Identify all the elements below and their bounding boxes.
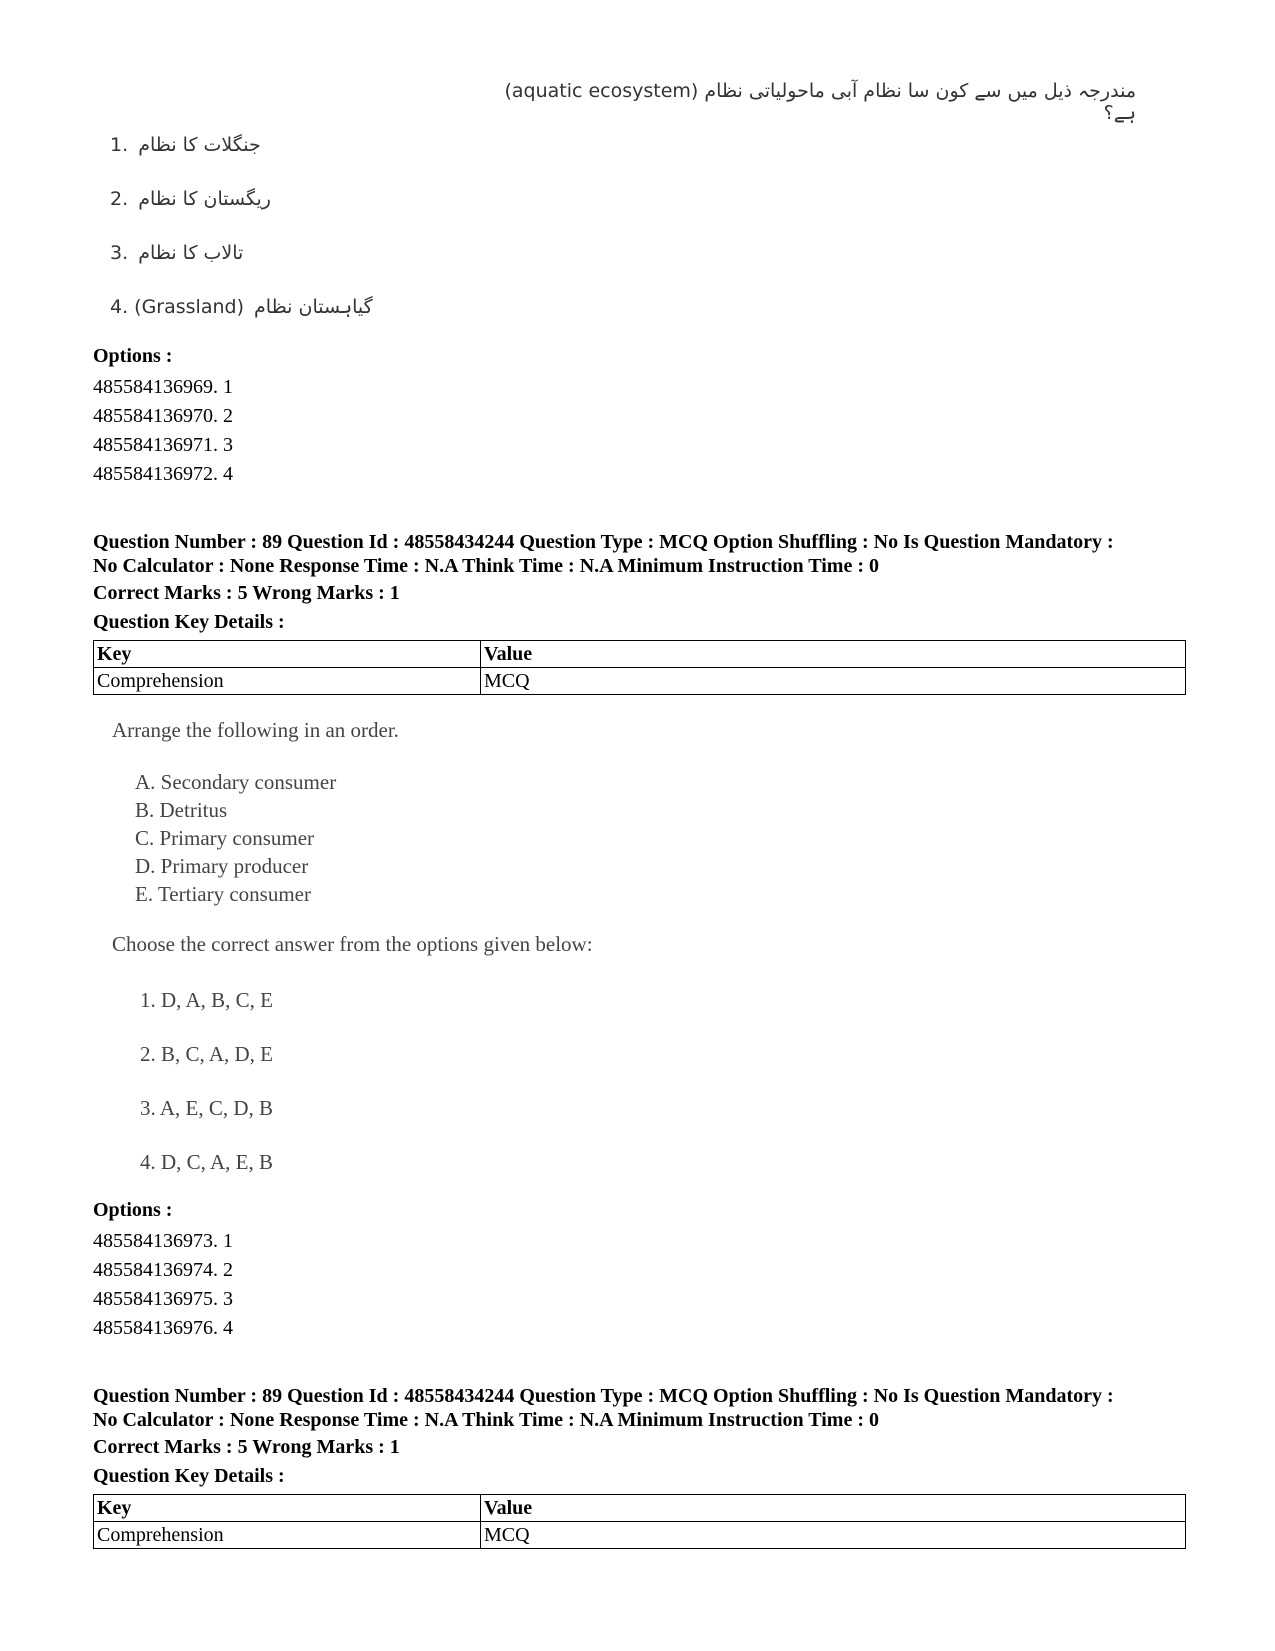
urdu-option-number: 2. [110, 188, 129, 210]
table-header-row [94, 641, 1186, 668]
key-details-title: Question Key Details : [93, 611, 285, 633]
question-prompt: Arrange the following in an order. [112, 718, 399, 742]
urdu-option-text: جنگلات کا نظام [138, 134, 261, 156]
answer-choices [140, 973, 273, 1189]
answer-choice: 1. D, A, B, C, E [140, 988, 274, 1012]
urdu-option-number: 1. [110, 134, 129, 156]
option-item: 485584136972. 4 [93, 463, 233, 485]
question-items [135, 768, 336, 908]
answer-choice: 3. A, E, C, D, B [140, 1096, 274, 1120]
key-details-table [93, 640, 1186, 695]
table-cell: Comprehension [94, 668, 481, 695]
urdu-option-list [110, 130, 530, 346]
urdu-question-term: (aquatic ecosystem) [504, 80, 699, 102]
urdu-option [110, 130, 530, 184]
options-title: Options : [93, 345, 173, 367]
options-list [93, 373, 233, 489]
table-header-cell: Key [94, 1495, 481, 1522]
options-title: Options : [93, 1199, 173, 1221]
urdu-question-text [496, 80, 1136, 124]
urdu-option-number: 4. (Grassland) [110, 296, 244, 318]
urdu-question-suffix: ہے؟ [1103, 102, 1136, 124]
marks-line: Correct Marks : 5 Wrong Marks : 1 [93, 582, 400, 604]
table-header-cell: Value [481, 1495, 1186, 1522]
answer-choice: 4. D, C, A, E, B [140, 1150, 274, 1174]
option-item: 485584136974. 2 [93, 1259, 233, 1281]
key-details-title: Question Key Details : [93, 1465, 285, 1487]
urdu-option-text: گیاہستان نظام [254, 296, 373, 318]
question-meta [93, 1384, 1183, 1432]
urdu-option-number: 3. [110, 242, 129, 264]
table-row [94, 1522, 1186, 1549]
options-list [93, 1227, 233, 1343]
table-header-cell: Key [94, 641, 481, 668]
urdu-question-prefix: مندرجہ ذیل میں سے کون سا نظام آبی ماحولیاتی نظام [704, 80, 1136, 102]
option-item: 485584136969. 1 [93, 376, 233, 398]
question-meta-line: No Calculator : None Response Time : N.A Think Time : N.A Minimum Instruction Time : 0 [93, 1409, 879, 1431]
table-header-row [94, 1495, 1186, 1522]
list-item: B. Detritus [135, 798, 228, 822]
question-meta-line: Question Number : 89 Question Id : 48558434244 Question Type : MCQ Option Shuffling : No Is Question Mandatory : [93, 531, 1114, 553]
question-meta-line: Question Number : 89 Question Id : 48558434244 Question Type : MCQ Option Shuffling : No Is Question Mandatory : [93, 1385, 1114, 1407]
urdu-option [110, 184, 530, 238]
table-cell: MCQ [481, 668, 1186, 695]
urdu-option-text: ریگستان کا نظام [138, 188, 271, 210]
question-meta-line: No Calculator : None Response Time : N.A Think Time : N.A Minimum Instruction Time : 0 [93, 555, 879, 577]
marks-line: Correct Marks : 5 Wrong Marks : 1 [93, 1436, 400, 1458]
urdu-option [110, 292, 530, 346]
list-item: C. Primary consumer [135, 826, 315, 850]
table-header-cell: Value [481, 641, 1186, 668]
list-item: A. Secondary consumer [135, 770, 337, 794]
option-item: 485584136970. 2 [93, 405, 233, 427]
option-item: 485584136975. 3 [93, 1288, 233, 1310]
option-item: 485584136973. 1 [93, 1230, 233, 1252]
key-details-table [93, 1494, 1186, 1549]
urdu-option [110, 238, 530, 292]
list-item: D. Primary producer [135, 854, 309, 878]
table-cell: MCQ [481, 1522, 1186, 1549]
urdu-option-text: تالاب کا نظام [138, 242, 244, 264]
option-item: 485584136971. 3 [93, 434, 233, 456]
answer-choice: 2. B, C, A, D, E [140, 1042, 274, 1066]
question-meta [93, 530, 1183, 578]
choose-instruction: Choose the correct answer from the options given below: [112, 932, 593, 956]
table-cell: Comprehension [94, 1522, 481, 1549]
option-item: 485584136976. 4 [93, 1317, 233, 1339]
table-row [94, 668, 1186, 695]
list-item: E. Tertiary consumer [135, 882, 311, 906]
